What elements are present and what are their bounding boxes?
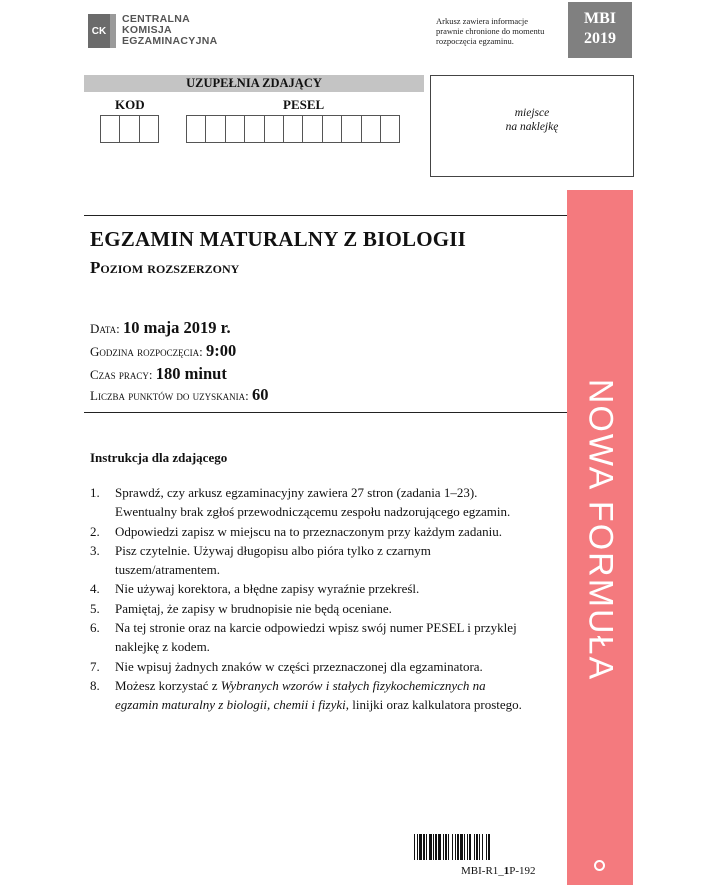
instruction-item: 1. Sprawdź, czy arkusz egzaminacyjny zawiera 27 stron (zadania 1–23). Ewentualny brak zgłoś przewodniczącemu zespołu nadzorującego egzamin.	[90, 485, 511, 520]
cke-logo	[88, 14, 218, 48]
sticker-line-1: miejsce	[514, 107, 550, 119]
pesel-cell[interactable]	[264, 115, 284, 143]
title-bottom-rule	[84, 412, 567, 413]
duration-label: Czas pracy:	[90, 367, 153, 382]
band-circle-icon	[594, 860, 605, 871]
exam-start-time	[90, 341, 236, 361]
instructions-list	[90, 483, 530, 715]
instruction-item: 3. Pisz czytelnie. Używaj długopisu albo pióra tylko z czarnym tuszem/atramentem.	[90, 542, 431, 578]
instructions-title: Instrukcja dla zdającego	[90, 450, 228, 465]
kod-cell[interactable]	[119, 115, 139, 143]
instruction-item: 4. Nie używaj korektora, a błędne zapisy wyraźnie przekreśl.	[90, 581, 420, 597]
kod-label: KOD	[115, 97, 145, 112]
exam-date	[90, 318, 231, 338]
duration-value: 180 minut	[155, 364, 227, 383]
title-top-rule	[84, 215, 567, 216]
exam-points	[90, 385, 269, 405]
instruction-item: 2. Odpowiedzi zapisz w miejscu na to przeznaczonym przy każdym zadaniu.	[90, 523, 502, 539]
instruction-item: 5. Pamiętaj, że zapisy w brudnopisie nie będą oceniane.	[90, 600, 392, 616]
pesel-cell[interactable]	[341, 115, 361, 143]
kod-cells	[100, 115, 158, 143]
exam-level: Poziom rozszerzony	[90, 258, 240, 277]
pesel-cell[interactable]	[205, 115, 225, 143]
new-formula-label: NOWA FORMUŁA	[581, 378, 620, 682]
points-value: 60	[252, 385, 269, 404]
protection-note: Arkusz zawiera informacje prawnie chronione do momentu rozpoczęcia egzaminu.	[436, 16, 545, 46]
exam-title: EGZAMIN MATURALNY Z BIOLOGII	[90, 227, 467, 251]
logo-mark: CK	[88, 14, 110, 48]
fill-in-header: UZUPEŁNIA ZDAJĄCY	[84, 75, 424, 92]
logo-line-2: KOMISJA	[122, 24, 172, 36]
pesel-cell[interactable]	[283, 115, 303, 143]
instruction-item: 8. Możesz korzystać z Wybranych wzorów i stałych fizykochemicznych na egzamin maturalny z biologii, chemii i fizyki, linijki oraz kalkulatora prostego.	[90, 677, 522, 713]
barcode-icon	[414, 834, 554, 860]
pesel-cell[interactable]	[186, 115, 206, 143]
exam-duration	[90, 364, 227, 384]
kod-cell[interactable]	[100, 115, 120, 143]
exam-code-year: 2019	[584, 30, 616, 47]
pesel-cell[interactable]	[380, 115, 400, 143]
exam-code-box	[568, 2, 632, 58]
pesel-cell[interactable]	[361, 115, 381, 143]
time-value: 9:00	[206, 341, 237, 360]
points-label: Liczba punktów do uzyskania:	[90, 388, 249, 403]
instruction-item: 6. Na tej stronie oraz na karcie odpowiedzi wpisz swój numer PESEL i przyklej naklejkę z kodem.	[90, 620, 517, 655]
logo-line-1: CENTRALNA	[122, 13, 191, 25]
date-label: Data:	[90, 321, 120, 336]
instruction-item: 7. Nie wpisuj żadnych znaków w części przeznaczonej dla egzaminatora.	[90, 658, 483, 674]
pesel-cell[interactable]	[225, 115, 245, 143]
pesel-label: PESEL	[283, 97, 325, 112]
kod-cell[interactable]	[139, 115, 159, 143]
pesel-cell[interactable]	[322, 115, 342, 143]
date-value: 10 maja 2019 r.	[123, 318, 231, 337]
exam-code-subject: MBI	[584, 10, 616, 27]
time-label: Godzina rozpoczęcia:	[90, 344, 203, 359]
sticker-line-2: na naklejkę	[505, 121, 559, 133]
barcode-code: MBI-R1_1P-192	[461, 865, 536, 877]
sticker-area[interactable]	[430, 75, 634, 177]
logo-text	[122, 14, 218, 47]
pesel-cell[interactable]	[302, 115, 322, 143]
pesel-cell[interactable]	[244, 115, 264, 143]
pesel-cells	[186, 115, 399, 143]
logo-line-3: EGZAMINACYJNA	[122, 35, 218, 47]
